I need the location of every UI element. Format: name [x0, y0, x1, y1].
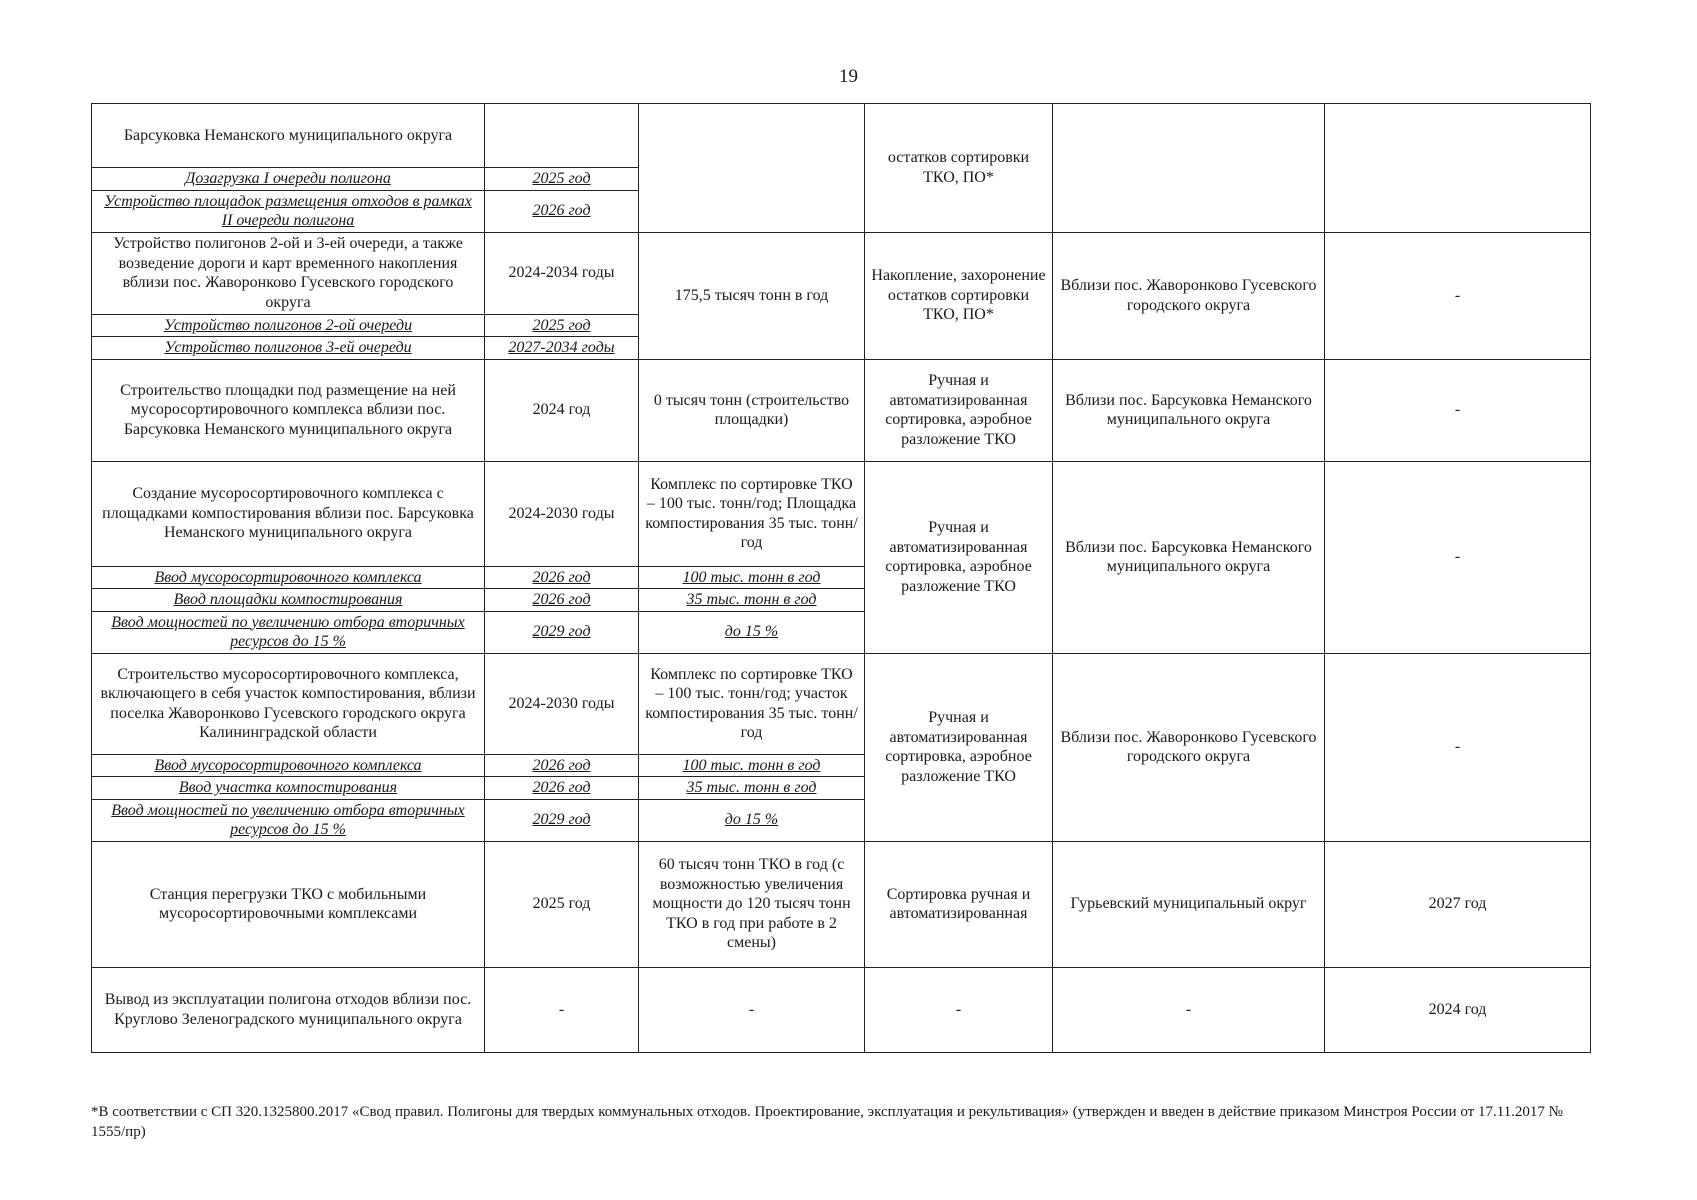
cell-decommission: 2027 год — [1325, 841, 1591, 967]
cell-stage: Ввод мусоросортировочного комплекса — [92, 566, 485, 589]
cell-capacity: - — [639, 967, 865, 1052]
cell-location: - — [1053, 967, 1325, 1052]
cell-decommission: - — [1325, 232, 1591, 359]
cell-stage-capacity: 35 тыс. тонн в год — [639, 589, 865, 612]
cell-stage-capacity: 35 тыс. тонн в год — [639, 777, 865, 800]
table-row — [92, 461, 1591, 566]
cell-period — [485, 104, 639, 168]
cell-process: Накопление, захоронение остатков сортировки ТКО, ПО* — [865, 232, 1053, 359]
footnote: *В соответствии с СП 320.1325800.2017 «Свод правил. Полигоны для твердых коммунальных отходов. Проектирование, эксплуатация и рекультивация» (утвержден и введен в действие приказом Минстроя России от 17.11.2017 № 1555/пр) — [91, 1104, 1563, 1140]
table-row — [92, 653, 1591, 754]
table-row — [92, 104, 1591, 168]
cell-process: Сортировка ручная и автоматизированная — [865, 841, 1053, 967]
cell-stage-capacity: 100 тыс. тонн в год — [639, 754, 865, 777]
cell-process: остатков сортировки ТКО, ПО* — [865, 104, 1053, 233]
facilities-table — [91, 103, 1591, 1053]
cell-object: Строительство площадки под размещение на ней мусоросортировочного комплекса вблизи пос. Барсуковка Неманского муниципального округа — [92, 359, 485, 461]
cell-stage: Устройство полигонов 3-ей очереди — [92, 337, 485, 360]
cell-location: Вблизи пос. Жаворонково Гусевского городского округа — [1053, 653, 1325, 841]
cell-stage: Ввод участка компостирования — [92, 777, 485, 800]
cell-process: Ручная и автоматизированная сортировка, аэробное разложение ТКО — [865, 653, 1053, 841]
cell-location: Вблизи пос. Барсуковка Неманского муниципального округа — [1053, 461, 1325, 653]
cell-stage-period: 2026 год — [485, 777, 639, 800]
cell-stage: Ввод площадки компостирования — [92, 589, 485, 612]
cell-capacity: Комплекс по сортировке ТКО – 100 тыс. тонн/год; Площадка компостирования 35 тыс. тонн/год — [639, 461, 865, 566]
cell-stage-period: 2026 год — [485, 566, 639, 589]
cell-period: - — [485, 967, 639, 1052]
cell-period: 2024-2030 годы — [485, 461, 639, 566]
table-row — [92, 359, 1591, 461]
cell-location: Вблизи пос. Барсуковка Неманского муниципального округа — [1053, 359, 1325, 461]
cell-stage-period: 2029 год — [485, 799, 639, 841]
cell-stage-period: 2029 год — [485, 611, 639, 653]
cell-location: Вблизи пос. Жаворонково Гусевского городского округа — [1053, 232, 1325, 359]
cell-object: Строительство мусоросортировочного комплекса, включающего в себя участок компостирования, вблизи поселка Жаворонково Гусевского городского округа Калининградской области — [92, 653, 485, 754]
table-row — [92, 967, 1591, 1052]
cell-stage-period: 2027-2034 годы — [485, 337, 639, 360]
cell-stage-period: 2025 год — [485, 314, 639, 337]
cell-capacity — [639, 104, 865, 233]
cell-stage-period: 2025 год — [485, 168, 639, 191]
cell-location: Гурьевский муниципальный округ — [1053, 841, 1325, 967]
cell-object: Станция перегрузки ТКО с мобильными мусоросортировочными комплексами — [92, 841, 485, 967]
cell-period: 2025 год — [485, 841, 639, 967]
cell-stage-capacity: до 15 % — [639, 799, 865, 841]
cell-stage-capacity: до 15 % — [639, 611, 865, 653]
cell-period: 2024-2034 годы — [485, 232, 639, 314]
page-number: 19 — [839, 66, 858, 87]
cell-period: 2024 год — [485, 359, 639, 461]
cell-process: - — [865, 967, 1053, 1052]
cell-object: Вывод из эксплуатации полигона отходов вблизи пос. Круглово Зеленоградского муниципального округа — [92, 967, 485, 1052]
cell-decommission: - — [1325, 461, 1591, 653]
cell-stage-period: 2026 год — [485, 589, 639, 612]
cell-stage: Устройство полигонов 2-ой очереди — [92, 314, 485, 337]
cell-object: Барсуковка Неманского муниципального округа — [92, 104, 485, 168]
cell-process: Ручная и автоматизированная сортировка, аэробное разложение ТКО — [865, 359, 1053, 461]
cell-stage-period: 2026 год — [485, 754, 639, 777]
cell-decommission: - — [1325, 653, 1591, 841]
cell-stage: Ввод мощностей по увеличению отбора вторичных ресурсов до 15 % — [92, 799, 485, 841]
cell-object: Устройство полигонов 2-ой и 3-ей очереди, а также возведение дороги и карт временного накопления вблизи пос. Жаворонково Гусевского городского округа — [92, 232, 485, 314]
cell-process: Ручная и автоматизированная сортировка, аэробное разложение ТКО — [865, 461, 1053, 653]
table-row — [92, 232, 1591, 314]
cell-period: 2024-2030 годы — [485, 653, 639, 754]
cell-stage: Устройство площадок размещения отходов в рамках II очереди полигона — [92, 190, 485, 232]
cell-capacity: 175,5 тысяч тонн в год — [639, 232, 865, 359]
cell-location — [1053, 104, 1325, 233]
cell-stage: Ввод мусоросортировочного комплекса — [92, 754, 485, 777]
cell-decommission: 2024 год — [1325, 967, 1591, 1052]
cell-stage-capacity: 100 тыс. тонн в год — [639, 566, 865, 589]
cell-capacity: 0 тысяч тонн (строительство площадки) — [639, 359, 865, 461]
cell-stage-period: 2026 год — [485, 190, 639, 232]
cell-capacity: 60 тысяч тонн ТКО в год (с возможностью увеличения мощности до 120 тысяч тонн ТКО в год при работе в 2 смены) — [639, 841, 865, 967]
cell-stage: Ввод мощностей по увеличению отбора вторичных ресурсов до 15 % — [92, 611, 485, 653]
cell-decommission: - — [1325, 359, 1591, 461]
table-row — [92, 841, 1591, 967]
cell-object: Создание мусоросортировочного комплекса с площадками компостирования вблизи пос. Барсуковка Неманского муниципального округа — [92, 461, 485, 566]
cell-capacity: Комплекс по сортировке ТКО – 100 тыс. тонн/год; участок компостирования 35 тыс. тонн/год — [639, 653, 865, 754]
cell-decommission — [1325, 104, 1591, 233]
cell-stage: Дозагрузка I очереди полигона — [92, 168, 485, 191]
